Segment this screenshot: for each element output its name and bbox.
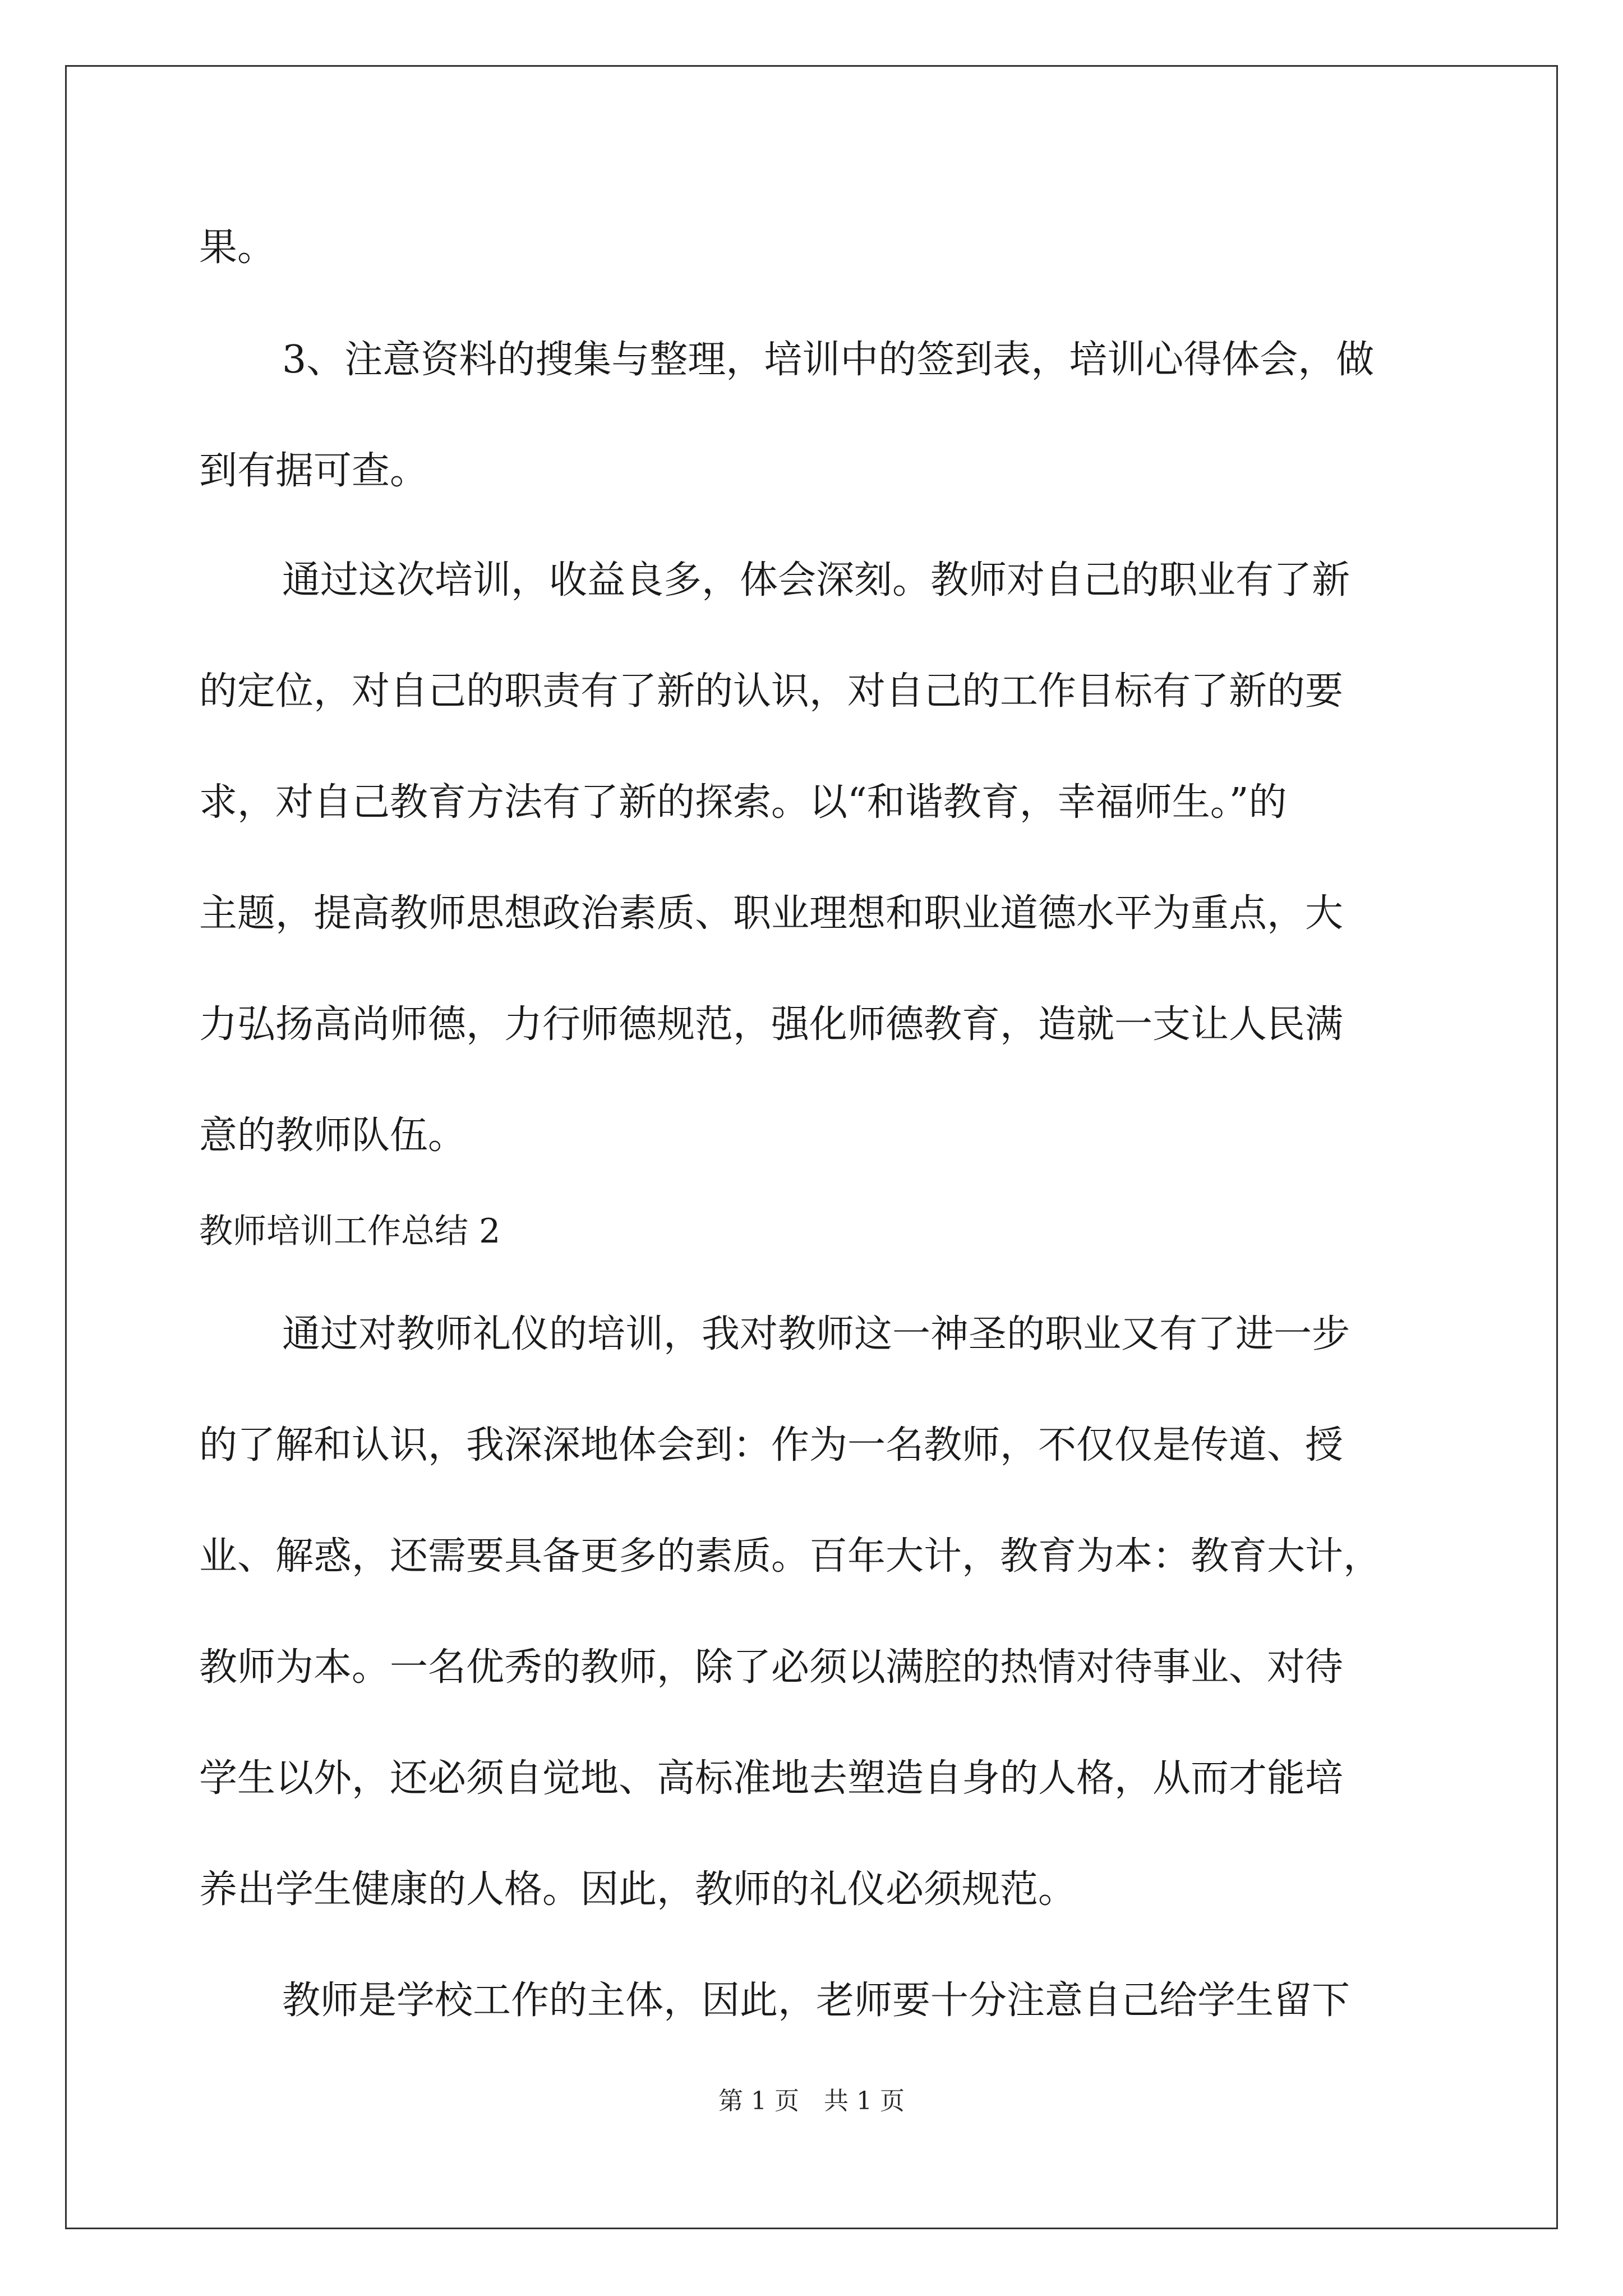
text-line: 求，对自己教育方法有了新的探索。以“和谐教育，幸福师生。”的	[199, 780, 1287, 825]
text-line: 学生以外，还必须自觉地、高标准地去塑造自身的人格，从而才能培	[199, 1756, 1344, 1801]
text-line: 果。	[199, 226, 276, 270]
text-line: 的定位，对自己的职责有了新的认识，对自己的工作目标有了新的要	[199, 669, 1344, 714]
paragraph-line: 通过对教师礼仪的培训，我对教师这一神圣的职业又有了进一步	[282, 1312, 1350, 1356]
paragraph-line: 教师是学校工作的主体，因此，老师要十分注意自己给学生留下	[282, 1978, 1350, 2023]
text-line: 的了解和认识，我深深地体会到：作为一名教师，不仅仅是传道、授	[199, 1423, 1344, 1467]
text-line: 业、解惑，还需要具备更多的素质。百年大计，教育为本：教育大计，	[199, 1534, 1382, 1579]
text-line: 意的教师队伍。	[199, 1114, 467, 1158]
paragraph-line: 通过这次培训，收益良多，体会深刻。教师对自己的职业有了新	[282, 558, 1350, 602]
text-line: 教师为本。一名优秀的教师，除了必须以满腔的热情对待事业、对待	[199, 1645, 1344, 1690]
text-line: 主题，提高教师思想政治素质、职业理想和职业道德水平为重点，大	[199, 891, 1344, 936]
section-heading: 教师培训工作总结 2	[199, 1212, 501, 1251]
page-number-footer: 第 1 页 共 1 页	[718, 2087, 905, 2115]
text-line: 养出学生健康的人格。因此，教师的礼仪必须规范。	[199, 1867, 1077, 1912]
text-line: 力弘扬高尚师德，力行师德规范，强化师德教育，造就一支让人民满	[199, 1002, 1344, 1047]
text-line: 到有据可查。	[199, 449, 428, 493]
paragraph-line: 3、注意资料的搜集与整理，培训中的签到表，培训心得体会，做	[282, 338, 1375, 382]
